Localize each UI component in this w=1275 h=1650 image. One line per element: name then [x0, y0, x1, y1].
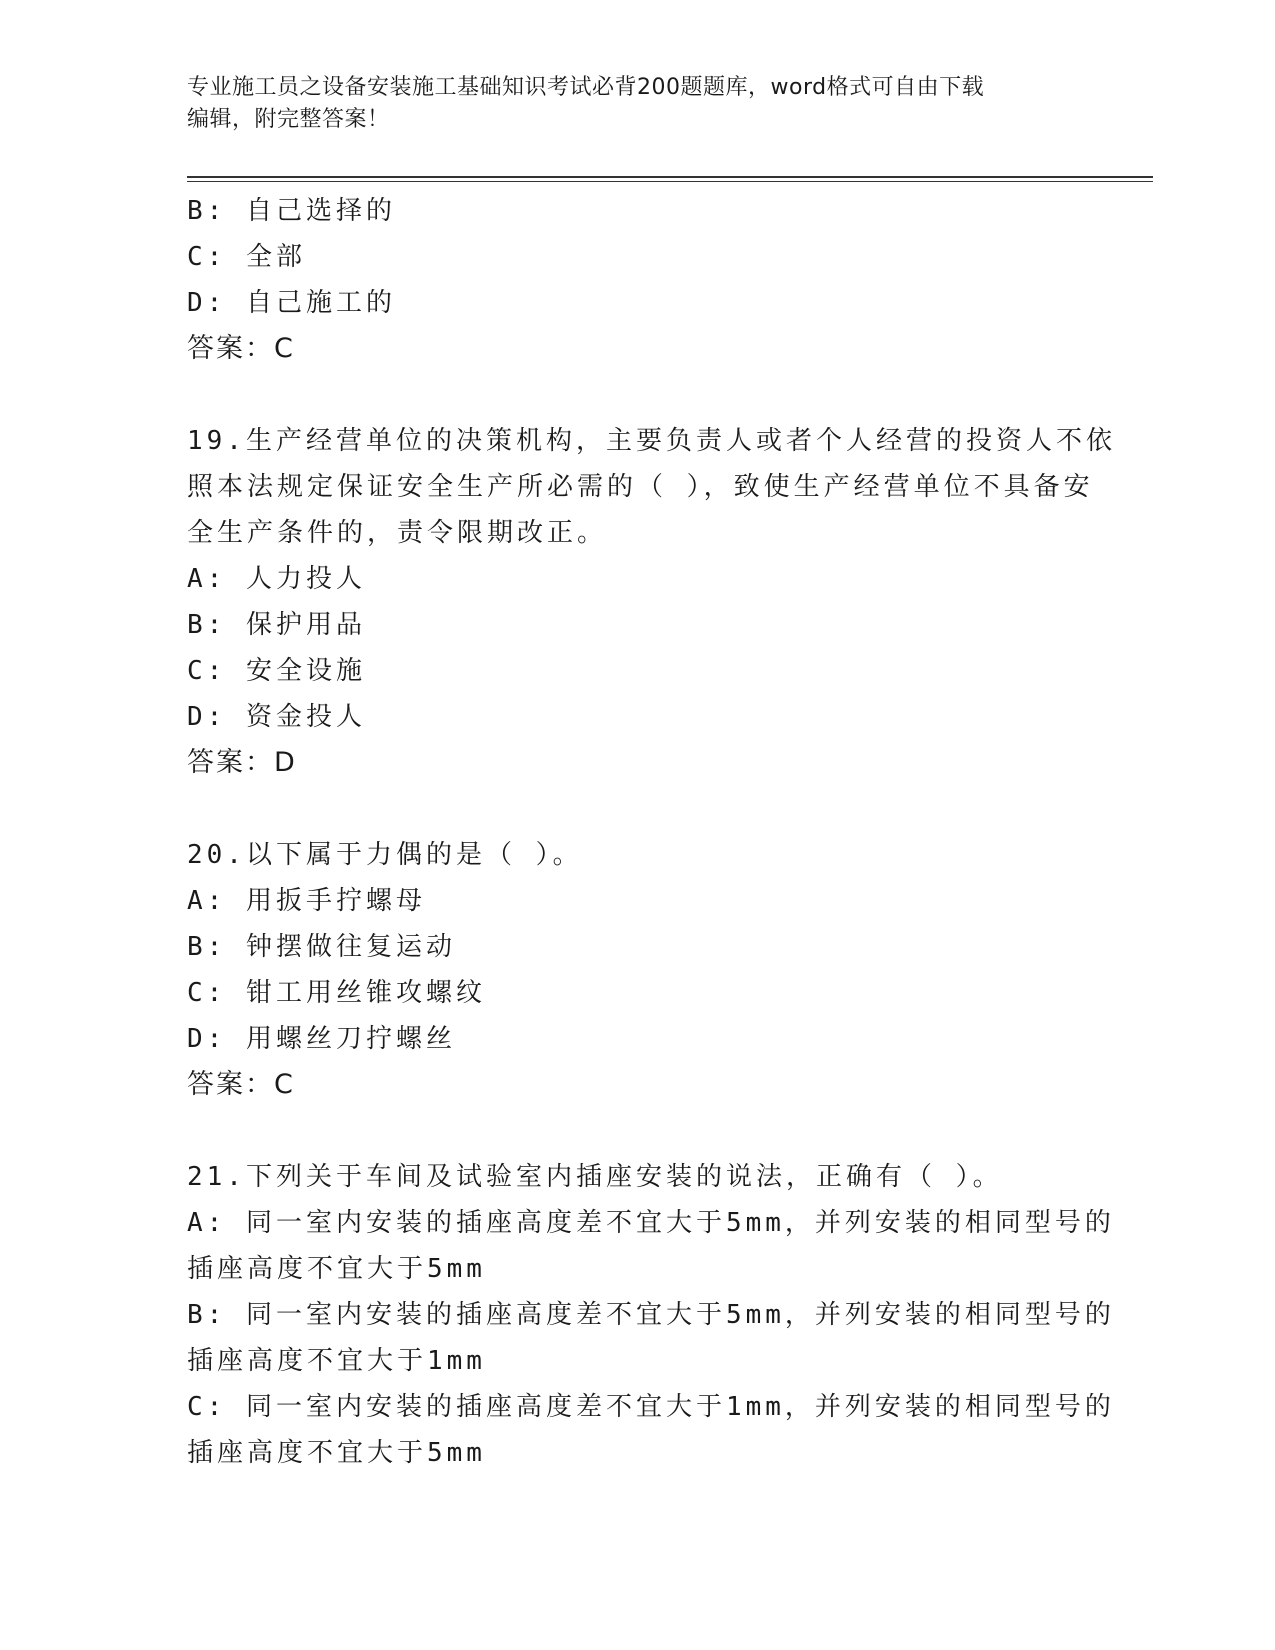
- spacer: [187, 372, 1087, 418]
- option-b-continued: 插座高度不宜大于1mm: [187, 1346, 486, 1376]
- option-c: C: 全部: [187, 242, 306, 272]
- option-d: D: 自己施工的: [187, 288, 396, 318]
- question-20: [187, 832, 1087, 1108]
- option-c: C: 安全设施: [187, 656, 366, 686]
- question-stem: 照本法规定保证安全生产所必需的（ ），致使生产经营单位不具备安: [187, 472, 1094, 502]
- question-21: [187, 1154, 1115, 1476]
- header-title-line-2: 编辑，附完整答案！: [187, 107, 390, 132]
- header-title-line-1: 专业施工员之设备安装施工基础知识考试必背200题题库，word格式可自由下载: [187, 75, 985, 100]
- question-18: [187, 188, 1087, 372]
- option-d: D: 资金投人: [187, 702, 366, 732]
- option-b: B: 钟摆做往复运动: [187, 932, 456, 962]
- option-a: A: 同一室内安装的插座高度差不宜大于5mm，并列安装的相同型号的: [187, 1208, 1115, 1238]
- question-list: [187, 188, 1116, 1476]
- question-stem: 全生产条件的，责令限期改正。: [187, 518, 608, 548]
- option-b: B: 同一室内安装的插座高度差不宜大于5mm，并列安装的相同型号的: [187, 1300, 1115, 1330]
- option-a: A: 用扳手拧螺母: [187, 886, 426, 916]
- option-a: A: 人力投人: [187, 564, 366, 594]
- option-a-continued: 插座高度不宜大于5mm: [187, 1254, 486, 1284]
- header-divider-thin: [187, 181, 1153, 182]
- spacer: [187, 786, 1087, 832]
- answer-label: 答案：C: [187, 1069, 295, 1100]
- answer-label: 答案：C: [187, 333, 295, 364]
- document-header: [187, 72, 1077, 136]
- option-b: B: 自己选择的: [187, 196, 396, 226]
- option-b: B: 保护用品: [187, 610, 366, 640]
- option-c: C: 同一室内安装的插座高度差不宜大于1mm，并列安装的相同型号的: [187, 1392, 1115, 1422]
- header-divider: [187, 176, 1153, 178]
- spacer: [187, 1108, 1087, 1154]
- question-stem: 19.生产经营单位的决策机构，主要负责人或者个人经营的投资人不依: [187, 426, 1116, 456]
- option-d: D: 用螺丝刀拧螺丝: [187, 1024, 456, 1054]
- answer-label: 答案：D: [187, 747, 297, 778]
- question-stem: 21.下列关于车间及试验室内插座安装的说法，正确有（ ）。: [187, 1162, 1003, 1192]
- option-c-continued: 插座高度不宜大于5mm: [187, 1438, 486, 1468]
- question-19: [187, 418, 1116, 786]
- question-stem: 20.以下属于力偶的是（ ）。: [187, 840, 583, 870]
- option-c: C: 钳工用丝锥攻螺纹: [187, 978, 486, 1008]
